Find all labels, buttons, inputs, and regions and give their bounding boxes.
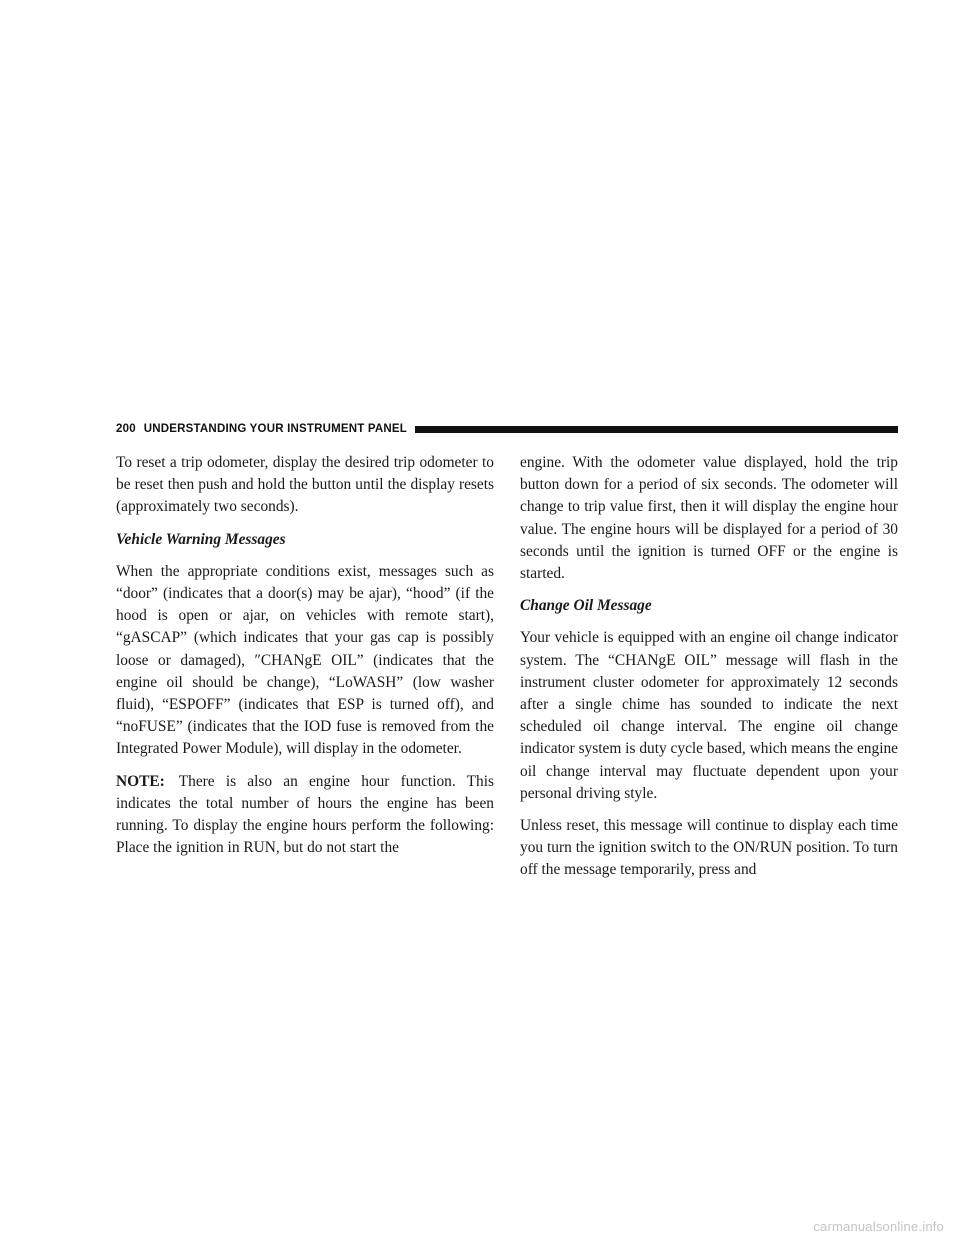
right-column: [520, 452, 898, 892]
engine-hours-paragraph: engine. With the odometer value displayed, hold the trip button down for a period of six seconds. The odometer will change to trip value first, then it will display the engine hour value. The engine hours will be displayed for a period of 30 seconds until the ignition is turned OFF or the engine is started.: [520, 454, 898, 583]
warning-messages-paragraph: When the appropriate conditions exist, messages such as “door” (indicates that a door(s) may be ajar), “hood” (if the hood is open or ajar, on vehicles with remote start), “gASCAP” (which indicates that your gas cap is possibly loose or damaged), ″CHANgE OIL” (indicates that the engine oil should be change), “LoWASH” (low washer fluid), “ESPOFF” (indicates that ESP is turned off), and “noFUSE” (indicates that the IOD fuse is removed from the Integrated Power Module), will display in the odometer.: [116, 562, 494, 758]
page-number: 200: [116, 423, 136, 435]
watermark: carmanualsonline.info: [813, 1219, 944, 1234]
header-rule: [415, 426, 898, 433]
note-text: There is also an engine hour function. This indicates the total number of hours the engine has been running. To display the engine hours perform the following: Place the ignition in RUN, but do not start the: [116, 772, 494, 857]
section-title: UNDERSTANDING YOUR INSTRUMENT PANEL: [143, 423, 407, 435]
change-oil-heading: Change Oil Message: [520, 597, 652, 615]
change-oil-paragraph: Your vehicle is equipped with an engine oil change indicator system. The “CHANgE OIL” message will flash in the instrument cluster odometer for approximately 12 seconds after a single chime has sounded to indicate the next scheduled oil change interval. The engine oil change indicator system is duty cycle based, which means the engine oil change interval may fluctuate dependent upon your personal driving style.: [520, 629, 898, 802]
trip-reset-paragraph: To reset a trip odometer, display the desired trip odometer to be reset then push and hold the button until the display resets (approximately two seconds).: [116, 454, 494, 516]
reset-message-paragraph: Unless reset, this message will continue to display each time you turn the ignition switch to the ON/RUN position. To turn off the message temporarily, press and: [520, 817, 898, 879]
warning-messages-heading: Vehicle Warning Messages: [116, 530, 286, 548]
note-label: NOTE:: [116, 772, 165, 790]
note-paragraph: [116, 771, 494, 860]
page-header: [116, 422, 898, 436]
left-column: [116, 452, 494, 869]
